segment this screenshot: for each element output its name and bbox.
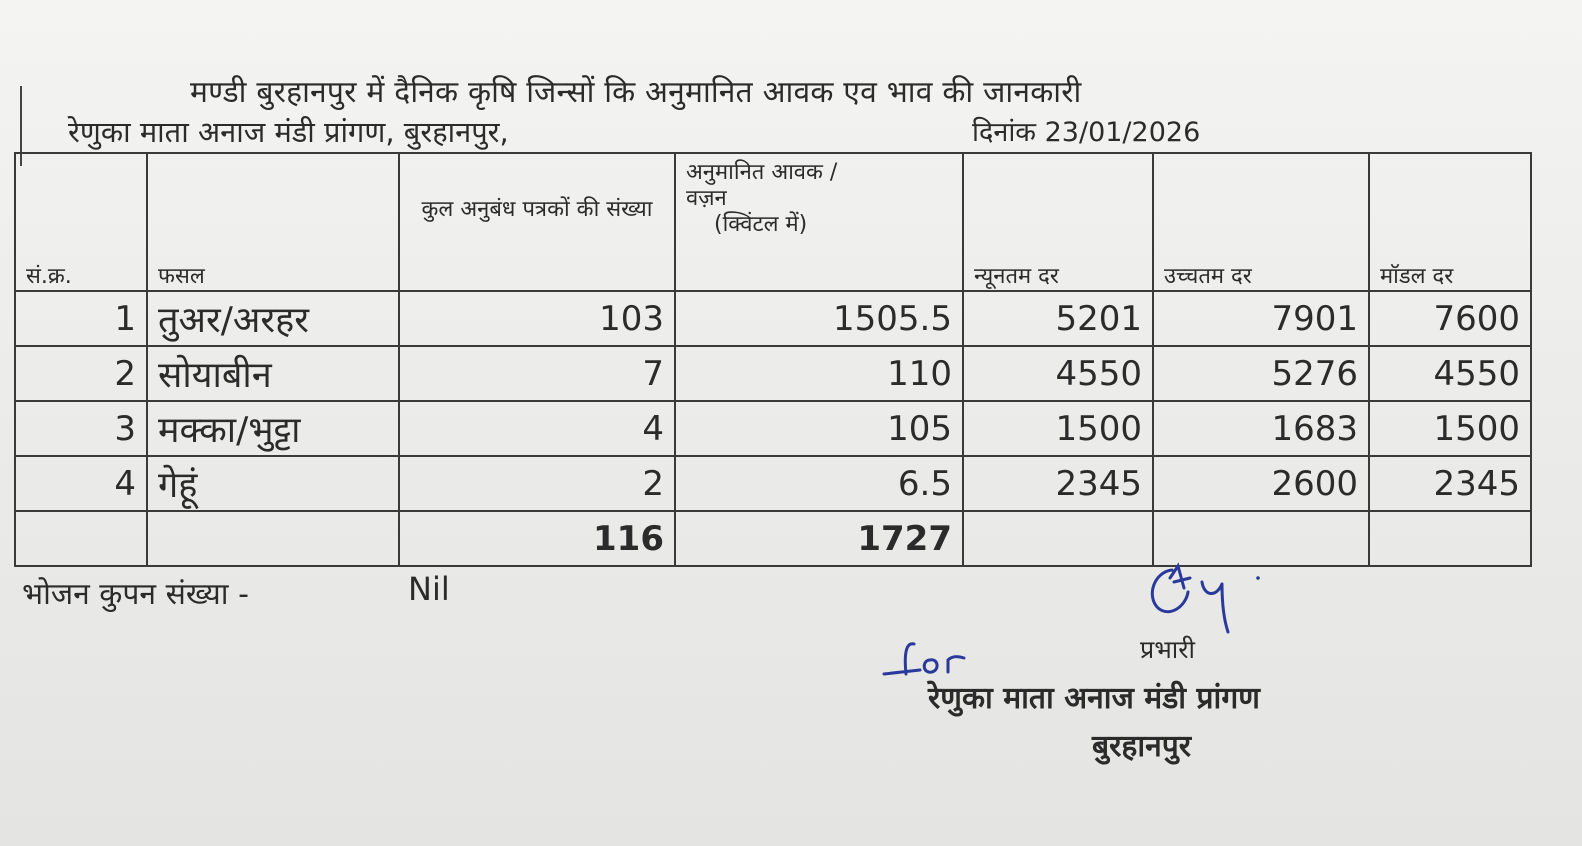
cell-min-rate: 2345 (963, 456, 1153, 511)
cell-sn: 1 (15, 291, 147, 346)
cell-total-contracts: 116 (399, 511, 675, 566)
cell-contracts: 103 (399, 291, 675, 346)
cell-sn: 2 (15, 346, 147, 401)
cell-total-empty (15, 511, 147, 566)
cell-arrival: 1505.5 (675, 291, 963, 346)
cell-total-empty (1369, 511, 1531, 566)
cell-crop: मक्का/भुट्टा (147, 401, 399, 456)
cell-arrival: 105 (675, 401, 963, 456)
signatory-office: रेणुका माता अनाज मंडी प्रांगण (928, 681, 1260, 716)
signatory-designation: प्रभारी (1140, 635, 1195, 664)
cell-max-rate: 5276 (1153, 346, 1369, 401)
report-date: दिनांक 23/01/2026 (972, 117, 1201, 148)
cell-modal-rate: 4550 (1369, 346, 1531, 401)
cell-sn: 3 (15, 401, 147, 456)
table-row (15, 401, 1531, 456)
table-row (15, 456, 1531, 511)
col-header-arrival (675, 153, 963, 291)
cell-arrival: 6.5 (675, 456, 963, 511)
cell-contracts: 7 (399, 346, 675, 401)
col-header-modal-rate: मॉडल दर (1369, 153, 1531, 291)
cell-max-rate: 2600 (1153, 456, 1369, 511)
cell-crop: गेहूं (147, 456, 399, 511)
cell-modal-rate: 7600 (1369, 291, 1531, 346)
col-header-arrival-line2: वज़न (686, 186, 727, 211)
cell-modal-rate: 2345 (1369, 456, 1531, 511)
table-header-row (15, 153, 1531, 291)
signatory-city: बुरहानपुर (1092, 729, 1192, 764)
cell-contracts: 4 (399, 401, 675, 456)
arrival-price-table (14, 152, 1532, 567)
cell-max-rate: 1683 (1153, 401, 1369, 456)
meal-coupon-value: Nil (408, 570, 450, 608)
cell-min-rate: 5201 (963, 291, 1153, 346)
col-header-crop: फसल (147, 153, 399, 291)
cell-modal-rate: 1500 (1369, 401, 1531, 456)
document-title: मण्डी बुरहानपुर में दैनिक कृषि जिन्सों कि अनुमानित आवक एव भाव की जानकारी (190, 75, 1082, 110)
table-row (15, 291, 1531, 346)
meal-coupon-label: भोजन कुपन संख्या - (22, 577, 249, 612)
table-total-row (15, 511, 1531, 566)
cell-crop: तुअर/अरहर (147, 291, 399, 346)
handwritten-signature-icon (1140, 548, 1280, 638)
cell-min-rate: 4550 (963, 346, 1153, 401)
cell-max-rate: 7901 (1153, 291, 1369, 346)
cell-total-arrival: 1727 (675, 511, 963, 566)
cell-crop: सोयाबीन (147, 346, 399, 401)
col-header-min-rate: न्यूनतम दर (963, 153, 1153, 291)
col-header-sn: सं.क्र. (15, 153, 147, 291)
table-row (15, 346, 1531, 401)
cell-total-empty (963, 511, 1153, 566)
col-header-max-rate: उच्चतम दर (1153, 153, 1369, 291)
cell-sn: 4 (15, 456, 147, 511)
col-header-arrival-line1: अनुमानित आवक / (686, 160, 838, 185)
cell-arrival: 110 (675, 346, 963, 401)
market-location: रेणुका माता अनाज मंडी प्रांगण, बुरहानपुर, (68, 115, 509, 149)
col-header-contracts: कुल अनुबंध पत्रकों की संख्या (399, 153, 675, 291)
cell-contracts: 2 (399, 456, 675, 511)
cell-min-rate: 1500 (963, 401, 1153, 456)
cell-total-empty (147, 511, 399, 566)
col-header-arrival-line3: (क्विंटल में) (714, 212, 808, 237)
